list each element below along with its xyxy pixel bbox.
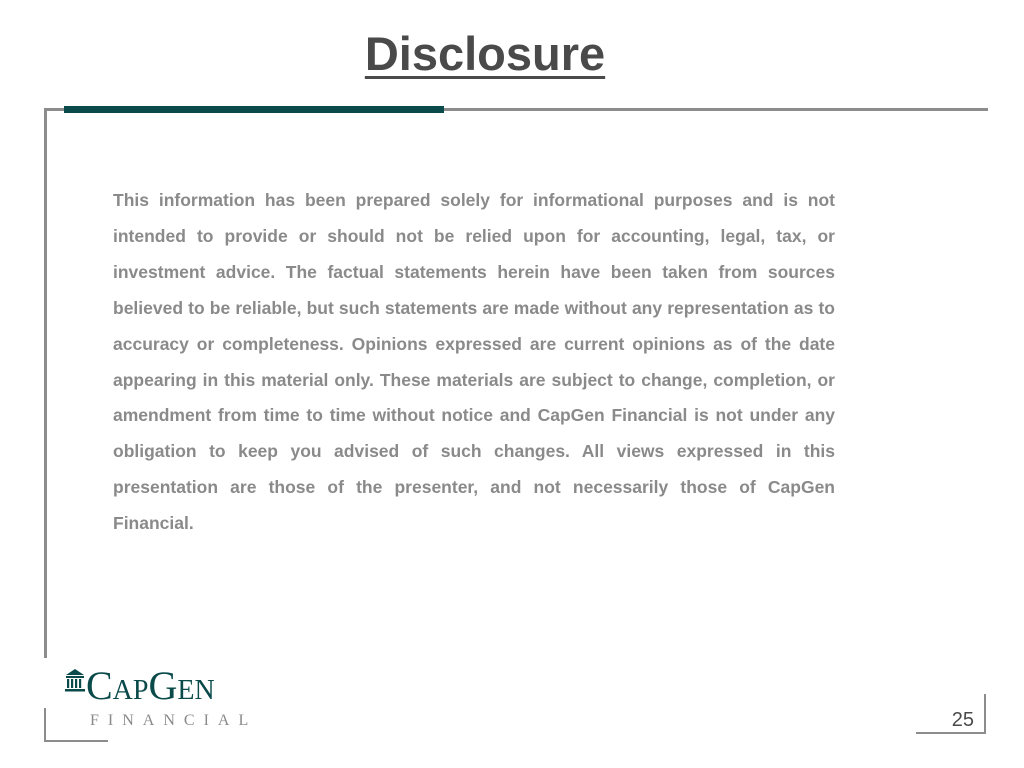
page-number-rule-horizontal (916, 732, 986, 734)
left-rule-divider (44, 108, 47, 658)
capgen-logo (64, 663, 258, 732)
page-number-rule-vertical (984, 694, 986, 734)
footer-bracket-vertical (44, 708, 46, 742)
title-accent-bar (64, 106, 444, 113)
logo-subtitle: FINANCIAL (90, 712, 258, 729)
logo-wordmark: CapGen (86, 663, 215, 708)
bank-building-icon (64, 668, 86, 692)
footer-bracket-horizontal (44, 740, 108, 742)
slide-title: Disclosure (364, 27, 606, 80)
disclosure-text: This information has been prepared solely for informational purposes and is not intended to provide or should not be relied upon for accounting, legal, tax, or investment advice. The factual statements herein have been taken from sources believed to be reliable, but such statements are made without any representation as to accuracy or completeness. Opinions expressed are current opinions as of the date appearing in this material only. These materials are subject to change, completion, or amendment from time to time without notice and CapGen Financial is not under any obligation to keep you advised of such changes. All views expressed in this presentation are those of the presenter, and not necessarily those of CapGen Financial. (113, 190, 835, 534)
page-number: 25 (951, 709, 974, 731)
